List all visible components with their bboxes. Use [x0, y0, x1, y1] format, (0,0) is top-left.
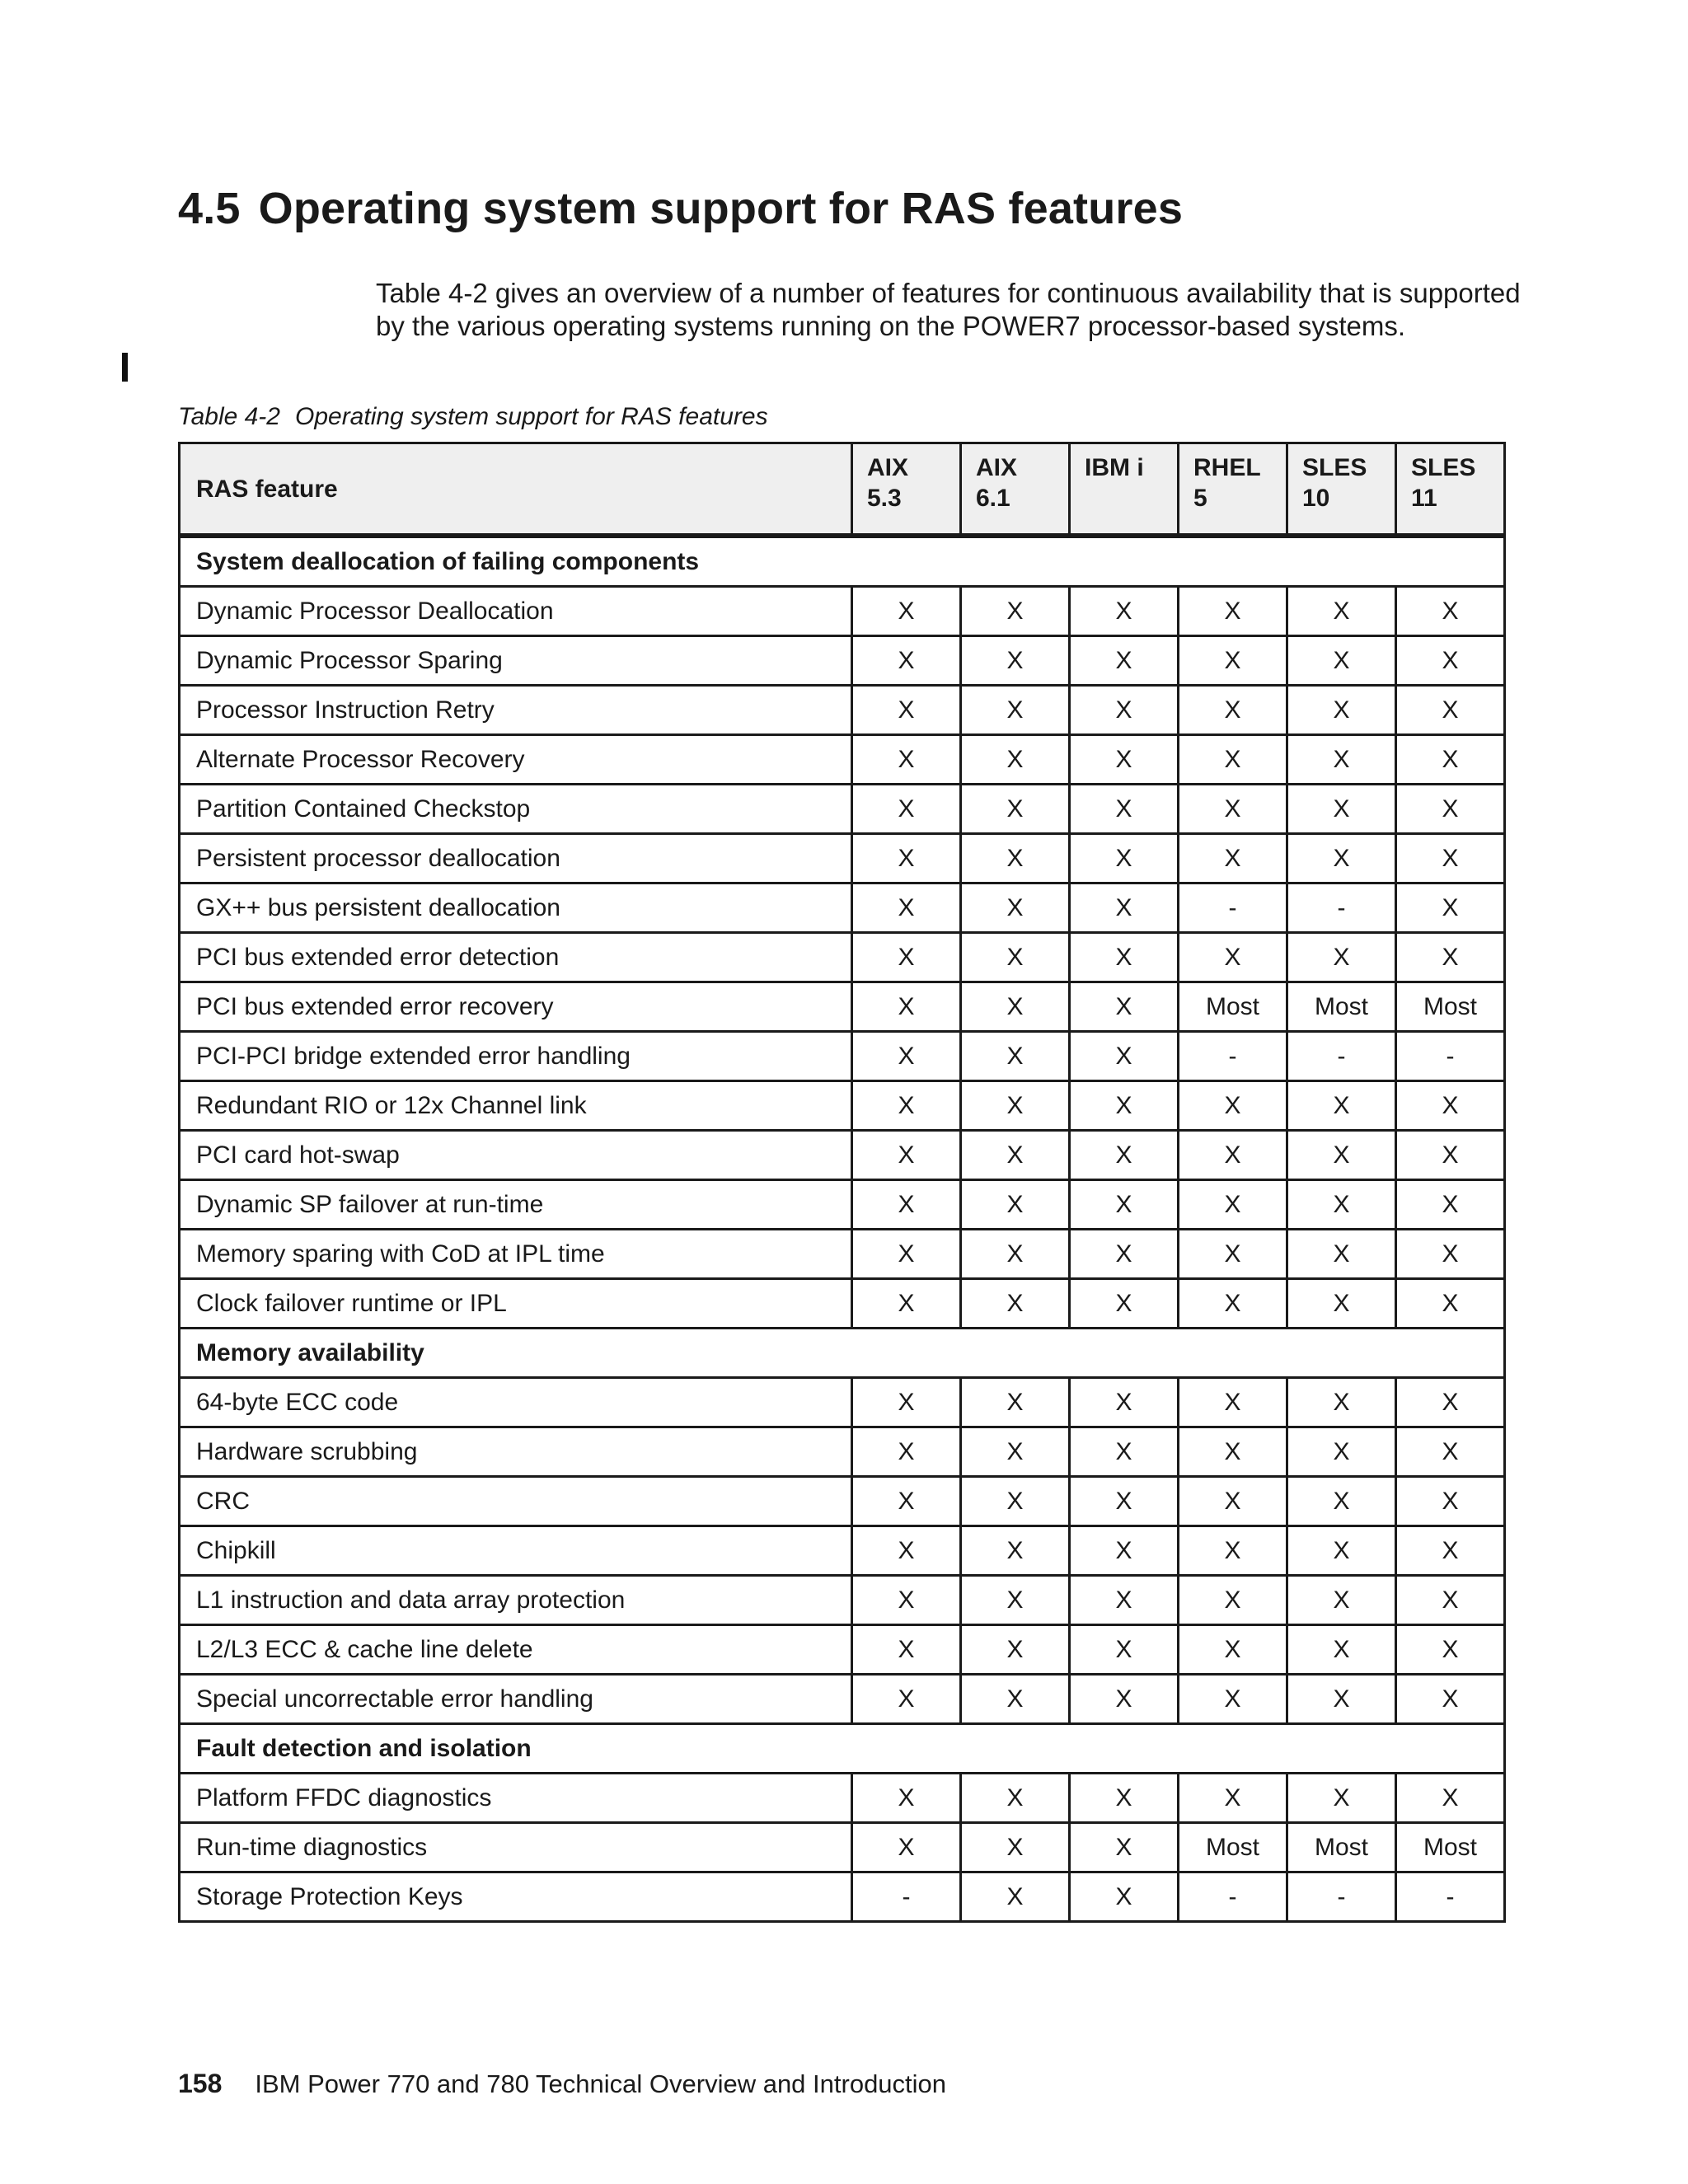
support-value: X	[852, 1625, 961, 1675]
table-row	[180, 982, 1505, 1032]
support-value: X	[1179, 1279, 1287, 1329]
header-os-ibmi	[1070, 443, 1179, 537]
support-value: X	[1396, 1180, 1505, 1230]
table-row	[180, 1230, 1505, 1279]
support-value: X	[1179, 1477, 1287, 1526]
support-value: X	[961, 1477, 1070, 1526]
support-value: X	[1287, 1625, 1396, 1675]
section-title-text: Operating system support for RAS features	[258, 184, 1184, 233]
support-value: X	[852, 1427, 961, 1477]
support-value: X	[961, 982, 1070, 1032]
group-title: Fault detection and isolation	[180, 1724, 1505, 1774]
support-value: X	[1070, 686, 1179, 735]
support-value: X	[1070, 1131, 1179, 1180]
support-value: -	[1396, 1032, 1505, 1081]
support-value: X	[852, 1180, 961, 1230]
support-value: X	[1179, 1576, 1287, 1625]
support-value: X	[961, 834, 1070, 883]
book-title: IBM Power 770 and 780 Technical Overview and Introduction	[255, 2069, 947, 2098]
table-body	[180, 536, 1505, 1922]
support-value: X	[1287, 636, 1396, 686]
group-row	[180, 536, 1505, 587]
feature-name: Memory sparing with CoD at IPL time	[180, 1230, 852, 1279]
support-value: X	[1287, 834, 1396, 883]
support-value: X	[1179, 1081, 1287, 1131]
page-footer	[178, 2069, 946, 2099]
support-value: X	[1396, 1427, 1505, 1477]
header-os-sles10	[1287, 443, 1396, 537]
support-value: X	[1287, 785, 1396, 834]
support-value: X	[1070, 1477, 1179, 1526]
support-value: X	[1070, 1576, 1179, 1625]
support-value: X	[1396, 1774, 1505, 1823]
table-row	[180, 636, 1505, 686]
feature-name: L1 instruction and data array protection	[180, 1576, 852, 1625]
support-value: X	[1396, 1131, 1505, 1180]
support-value: X	[1287, 686, 1396, 735]
support-value: -	[1179, 1032, 1287, 1081]
support-value: X	[961, 1230, 1070, 1279]
support-value: X	[1396, 1230, 1505, 1279]
support-value: X	[852, 1378, 961, 1427]
feature-name: PCI bus extended error detection	[180, 933, 852, 982]
support-value: X	[1396, 636, 1505, 686]
support-value: X	[961, 1131, 1070, 1180]
support-value: X	[852, 1477, 961, 1526]
support-value: X	[961, 1526, 1070, 1576]
header-os-line1: AIX	[867, 454, 909, 481]
feature-name: Dynamic SP failover at run-time	[180, 1180, 852, 1230]
feature-name: 64-byte ECC code	[180, 1378, 852, 1427]
support-value: X	[1179, 834, 1287, 883]
support-value: X	[852, 1131, 961, 1180]
support-value: X	[1070, 1774, 1179, 1823]
support-value: X	[961, 1378, 1070, 1427]
table-row	[180, 1131, 1505, 1180]
support-value: X	[852, 1823, 961, 1872]
support-value: X	[961, 636, 1070, 686]
support-value: -	[1287, 883, 1396, 933]
feature-name: Partition Contained Checkstop	[180, 785, 852, 834]
header-os-sles11	[1396, 443, 1505, 537]
support-value: X	[1070, 735, 1179, 785]
table-row	[180, 1675, 1505, 1724]
table-row	[180, 883, 1505, 933]
group-row	[180, 1724, 1505, 1774]
header-os-line1: RHEL	[1193, 454, 1261, 481]
support-value: -	[1179, 1872, 1287, 1922]
support-value: X	[961, 1625, 1070, 1675]
support-value: -	[1287, 1872, 1396, 1922]
support-value: Most	[1179, 982, 1287, 1032]
section-number: 4.5	[178, 184, 241, 233]
support-value: X	[1070, 1427, 1179, 1477]
support-value: X	[1179, 1427, 1287, 1477]
support-value: X	[961, 1823, 1070, 1872]
support-value: X	[1070, 933, 1179, 982]
support-value: X	[961, 1180, 1070, 1230]
header-os-line1: AIX	[976, 454, 1018, 481]
support-value: X	[852, 1576, 961, 1625]
support-value: X	[1179, 1526, 1287, 1576]
support-value: X	[1396, 686, 1505, 735]
feature-name: Storage Protection Keys	[180, 1872, 852, 1922]
table-row	[180, 1477, 1505, 1526]
support-value: X	[852, 735, 961, 785]
support-value: X	[1396, 1081, 1505, 1131]
support-value: Most	[1287, 982, 1396, 1032]
support-value: X	[852, 1774, 961, 1823]
support-value: X	[1179, 1774, 1287, 1823]
support-value: X	[1287, 735, 1396, 785]
header-os-line2: 5.3	[867, 485, 902, 512]
support-value: X	[1287, 1675, 1396, 1724]
support-value: X	[961, 1675, 1070, 1724]
support-value: X	[1070, 785, 1179, 834]
support-value: X	[852, 1279, 961, 1329]
feature-name: Dynamic Processor Deallocation	[180, 587, 852, 636]
support-value: X	[1287, 1576, 1396, 1625]
support-value: X	[1070, 1081, 1179, 1131]
support-value: X	[961, 883, 1070, 933]
group-row	[180, 1329, 1505, 1378]
feature-name: PCI card hot-swap	[180, 1131, 852, 1180]
support-value: X	[1179, 636, 1287, 686]
header-os-line2: 11	[1411, 485, 1437, 512]
support-value: X	[1070, 834, 1179, 883]
support-value: X	[1287, 1526, 1396, 1576]
feature-name: Hardware scrubbing	[180, 1427, 852, 1477]
support-value: X	[1179, 1675, 1287, 1724]
support-value: X	[1396, 1477, 1505, 1526]
support-value: X	[1070, 1675, 1179, 1724]
feature-name: Platform FFDC diagnostics	[180, 1774, 852, 1823]
table-row	[180, 1774, 1505, 1823]
support-value: X	[961, 686, 1070, 735]
feature-name: GX++ bus persistent deallocation	[180, 883, 852, 933]
support-value: X	[961, 1427, 1070, 1477]
support-value: X	[1070, 587, 1179, 636]
feature-name: Run-time diagnostics	[180, 1823, 852, 1872]
support-value: Most	[1179, 1823, 1287, 1872]
support-value: -	[1287, 1032, 1396, 1081]
support-value: X	[1179, 686, 1287, 735]
support-value: X	[1287, 1477, 1396, 1526]
support-value: X	[1287, 933, 1396, 982]
header-os-line1: IBM i	[1085, 454, 1144, 481]
support-value: X	[1287, 1180, 1396, 1230]
table-row	[180, 1378, 1505, 1427]
feature-name: Alternate Processor Recovery	[180, 735, 852, 785]
support-value: X	[1287, 1774, 1396, 1823]
table-row	[180, 686, 1505, 735]
table-row	[180, 1081, 1505, 1131]
support-value: X	[1070, 1872, 1179, 1922]
support-value: X	[852, 933, 961, 982]
support-value: Most	[1396, 982, 1505, 1032]
support-value: X	[1179, 587, 1287, 636]
group-title: System deallocation of failing components	[180, 536, 1505, 587]
support-value: -	[852, 1872, 961, 1922]
support-value: X	[852, 1081, 961, 1131]
feature-name: Dynamic Processor Sparing	[180, 636, 852, 686]
header-os-line2: 10	[1302, 485, 1330, 512]
header-os-line1: SLES	[1411, 454, 1476, 481]
feature-name: Special uncorrectable error handling	[180, 1675, 852, 1724]
support-value: X	[1179, 735, 1287, 785]
feature-name: Chipkill	[180, 1526, 852, 1576]
table-row	[180, 1625, 1505, 1675]
ras-feature-table	[178, 442, 1506, 1923]
table-row	[180, 834, 1505, 883]
support-value: X	[1179, 1230, 1287, 1279]
support-value: X	[961, 1774, 1070, 1823]
support-value: X	[1396, 933, 1505, 982]
feature-name: Persistent processor deallocation	[180, 834, 852, 883]
support-value: X	[1287, 1230, 1396, 1279]
table-row	[180, 587, 1505, 636]
table-header-row	[180, 443, 1505, 537]
support-value: X	[1070, 883, 1179, 933]
table-row	[180, 1872, 1505, 1922]
support-value: X	[852, 1526, 961, 1576]
table-caption-label: Table 4-2	[178, 403, 280, 430]
intro-paragraph: Table 4-2 gives an overview of a number of features for continuous availability that is supported by the various operating systems running on the POWER7 processor-based systems.	[376, 278, 1521, 341]
support-value: X	[1179, 933, 1287, 982]
support-value: X	[852, 587, 961, 636]
support-value: X	[1396, 1625, 1505, 1675]
feature-name: L2/L3 ECC & cache line delete	[180, 1625, 852, 1675]
support-value: X	[852, 686, 961, 735]
header-os-aix53	[852, 443, 961, 537]
support-value: X	[961, 735, 1070, 785]
table-row	[180, 1180, 1505, 1230]
support-value: X	[1287, 1378, 1396, 1427]
support-value: X	[1287, 1427, 1396, 1477]
support-value: X	[961, 785, 1070, 834]
support-value: X	[1070, 982, 1179, 1032]
support-value: X	[1396, 1675, 1505, 1724]
support-value: X	[1396, 735, 1505, 785]
feature-name: Redundant RIO or 12x Channel link	[180, 1081, 852, 1131]
section-title	[178, 183, 1183, 234]
support-value: Most	[1287, 1823, 1396, 1872]
table-row	[180, 933, 1505, 982]
feature-name: PCI-PCI bridge extended error handling	[180, 1032, 852, 1081]
support-value: -	[1179, 883, 1287, 933]
support-value: X	[1396, 1526, 1505, 1576]
support-value: X	[852, 834, 961, 883]
support-value: -	[1396, 1872, 1505, 1922]
support-value: X	[961, 1032, 1070, 1081]
table-row	[180, 1823, 1505, 1872]
support-value: X	[1287, 1131, 1396, 1180]
support-value: X	[1396, 834, 1505, 883]
support-value: X	[1070, 1230, 1179, 1279]
group-title: Memory availability	[180, 1329, 1505, 1378]
support-value: X	[1396, 883, 1505, 933]
support-value: X	[1070, 1180, 1179, 1230]
support-value: X	[961, 1279, 1070, 1329]
header-ras-feature: RAS feature	[180, 443, 852, 537]
table-row	[180, 1526, 1505, 1576]
feature-name: Processor Instruction Retry	[180, 686, 852, 735]
support-value: X	[1179, 1625, 1287, 1675]
support-value: X	[961, 587, 1070, 636]
support-value: X	[1179, 1378, 1287, 1427]
support-value: X	[1070, 1279, 1179, 1329]
support-value: X	[1287, 587, 1396, 636]
support-value: X	[1396, 587, 1505, 636]
support-value: Most	[1396, 1823, 1505, 1872]
header-os-line1: SLES	[1302, 454, 1367, 481]
support-value: X	[852, 785, 961, 834]
table-row	[180, 1032, 1505, 1081]
support-value: X	[961, 1081, 1070, 1131]
support-value: X	[852, 1675, 961, 1724]
support-value: X	[852, 1032, 961, 1081]
header-os-line2: 6.1	[976, 485, 1010, 512]
support-value: X	[961, 933, 1070, 982]
page-number: 158	[178, 2069, 223, 2098]
support-value: X	[1396, 1576, 1505, 1625]
table-row	[180, 735, 1505, 785]
support-value: X	[1287, 1279, 1396, 1329]
support-value: X	[852, 636, 961, 686]
support-value: X	[1179, 785, 1287, 834]
table-row	[180, 785, 1505, 834]
support-value: X	[1070, 1526, 1179, 1576]
change-bar	[122, 353, 128, 382]
support-value: X	[1070, 1378, 1179, 1427]
header-os-rhel5	[1179, 443, 1287, 537]
feature-name: CRC	[180, 1477, 852, 1526]
feature-name: PCI bus extended error recovery	[180, 982, 852, 1032]
support-value: X	[852, 982, 961, 1032]
table-caption-text: Operating system support for RAS features	[294, 403, 768, 430]
support-value: X	[1179, 1131, 1287, 1180]
support-value: X	[1070, 1032, 1179, 1081]
table-caption	[178, 403, 768, 431]
support-value: X	[1070, 1625, 1179, 1675]
support-value: X	[1396, 1279, 1505, 1329]
header-os-aix61	[961, 443, 1070, 537]
support-value: X	[1396, 785, 1505, 834]
support-value: X	[852, 883, 961, 933]
support-value: X	[961, 1872, 1070, 1922]
table-row	[180, 1279, 1505, 1329]
support-value: X	[1287, 1081, 1396, 1131]
table-row	[180, 1427, 1505, 1477]
feature-name: Clock failover runtime or IPL	[180, 1279, 852, 1329]
table-row	[180, 1576, 1505, 1625]
support-value: X	[1179, 1180, 1287, 1230]
support-value: X	[1070, 1823, 1179, 1872]
support-value: X	[961, 1576, 1070, 1625]
support-value: X	[852, 1230, 961, 1279]
support-value: X	[1396, 1378, 1505, 1427]
support-value: X	[1070, 636, 1179, 686]
header-os-line2: 5	[1193, 485, 1207, 512]
